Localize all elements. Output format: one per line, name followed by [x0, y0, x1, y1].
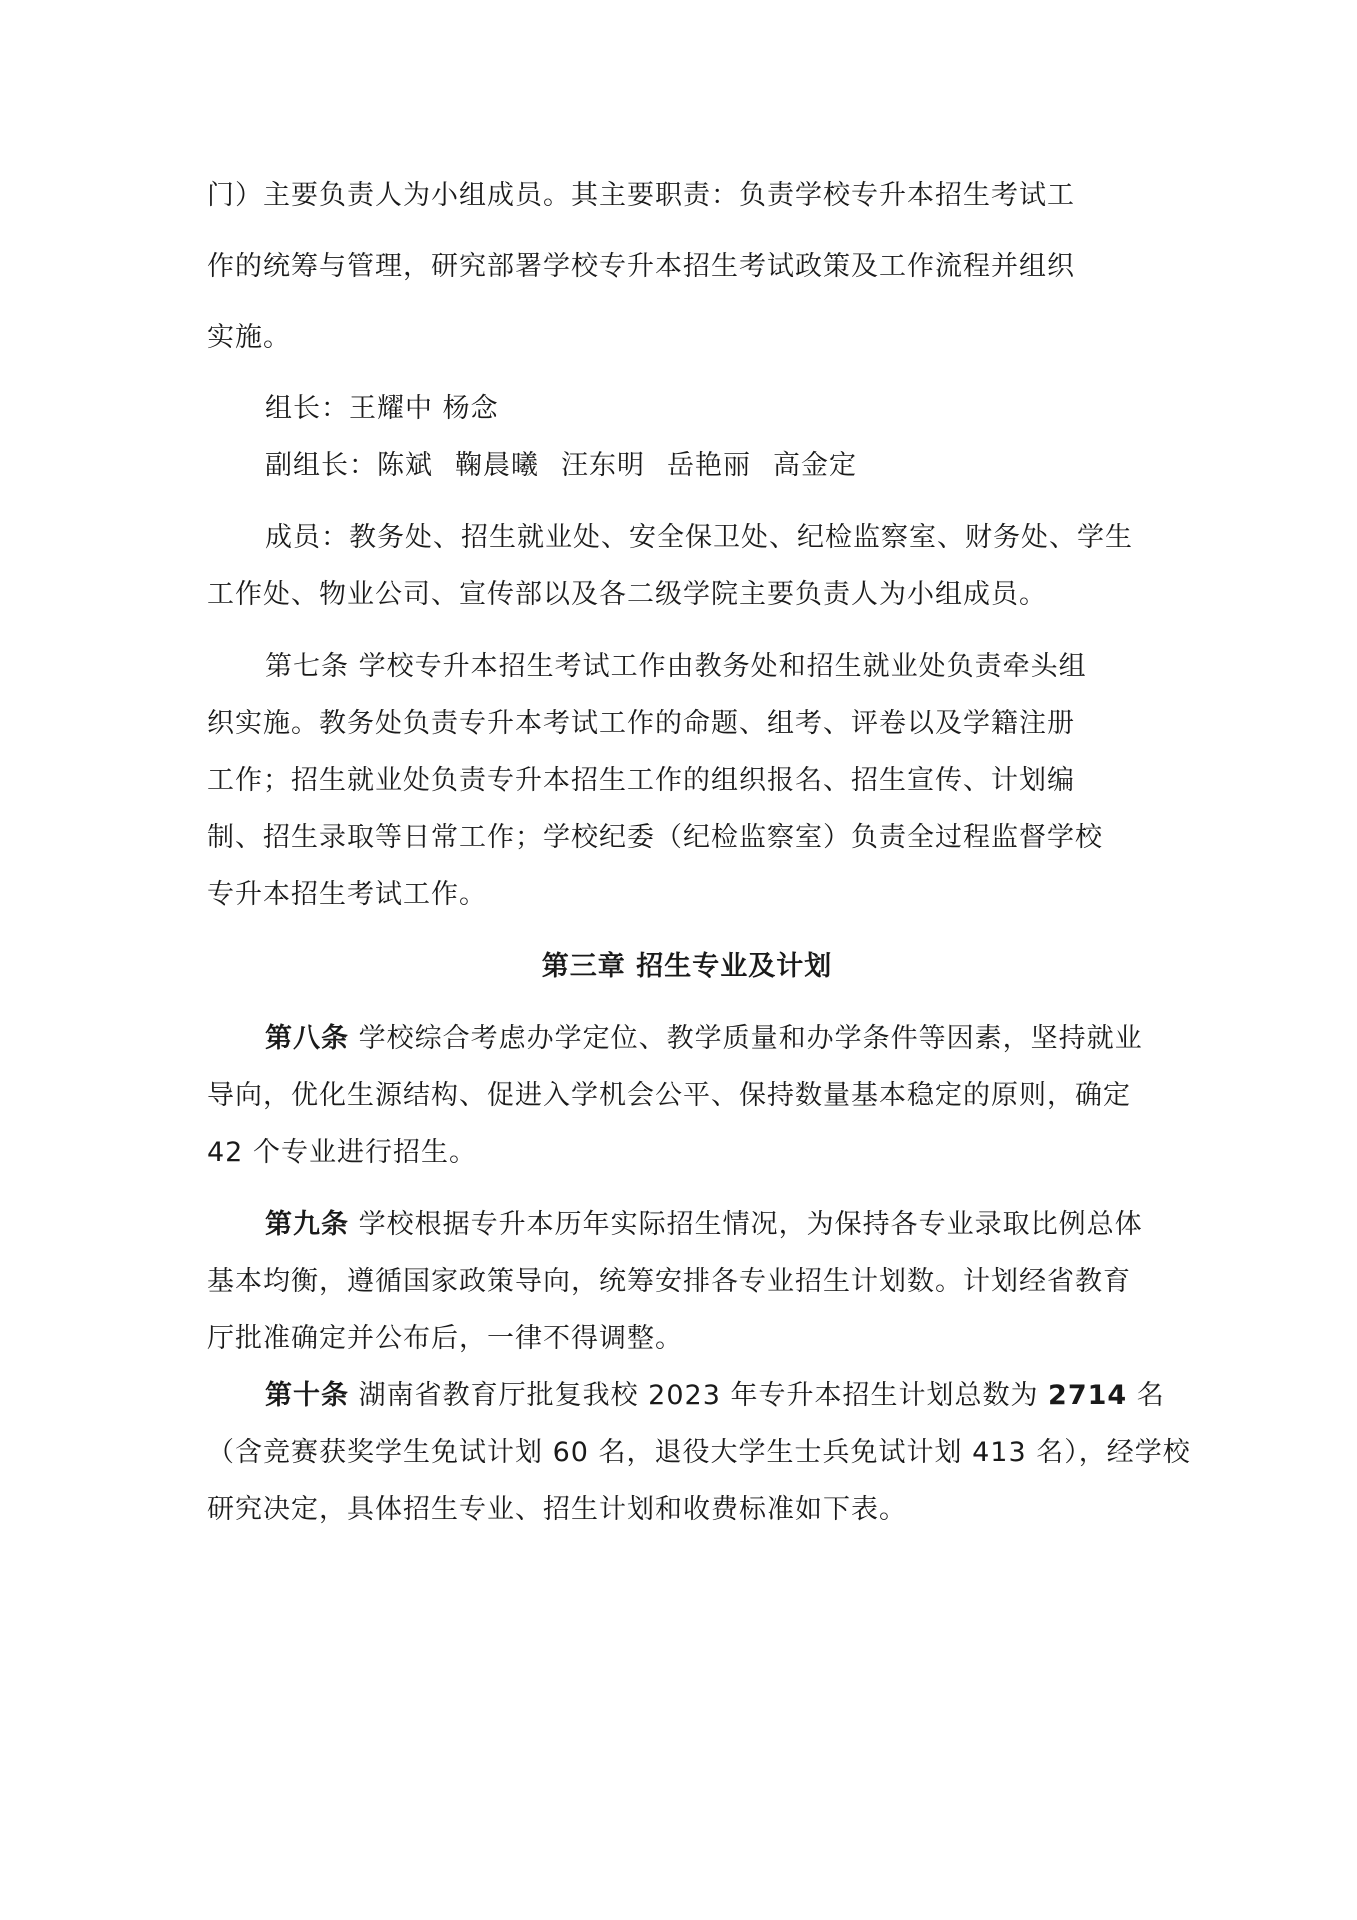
art8-text-1: 学校综合考虑办学定位、教学质量和办学条件等因素，坚持就业	[349, 1023, 1143, 1054]
art9-line-3: 厅批准确定并公布后，一律不得调整。	[207, 1323, 683, 1354]
leader-line	[207, 391, 1167, 427]
art10-line-1	[207, 1378, 1167, 1414]
deputy-name-4: 岳艳丽	[667, 450, 751, 481]
para-duties-line-2: 作的统筹与管理，研究部署学校专升本招生考试政策及工作流程并组织	[207, 251, 1075, 282]
members-label: 成员：	[265, 522, 349, 553]
members-line-2: 工作处、物业公司、宣传部以及各二级学院主要负责人为小组成员。	[207, 579, 1047, 610]
members-text-1: 教务处、招生就业处、安全保卫处、纪检监察室、财务处、学生	[349, 522, 1133, 553]
art10-text-1a: 湖南省教育厅批复我校 2023 年专升本招生计划总数为	[349, 1380, 1049, 1411]
para-duties-line-1: 门）主要负责人为小组成员。其主要职责：负责学校专升本招生考试工	[207, 180, 1075, 211]
art7-line-3: 工作；招生就业处负责专升本招生工作的组织报名、招生宣传、计划编	[207, 765, 1075, 796]
art8-line-1	[207, 1021, 1167, 1057]
art9-text-1: 学校根据专升本历年实际招生情况，为保持各专业录取比例总体	[349, 1209, 1143, 1240]
art10-total: 2714	[1048, 1380, 1128, 1411]
art7-line-5: 专升本招生考试工作。	[207, 879, 487, 910]
leader-names: 王耀中 杨念	[349, 393, 499, 424]
art10-line-3: 研究决定，具体招生专业、招生计划和收费标准如下表。	[207, 1494, 907, 1525]
deputy-line	[207, 448, 1167, 484]
art9-line-1	[207, 1207, 1167, 1243]
deputy-name-2: 鞠晨曦	[455, 450, 539, 481]
art10-label: 第十条	[265, 1380, 349, 1411]
document-body	[207, 178, 1191, 1528]
art7-line-2: 织实施。教务处负责专升本考试工作的命题、组考、评卷以及学籍注册	[207, 708, 1075, 739]
art9-line-2: 基本均衡，遵循国家政策导向，统筹安排各专业招生计划数。计划经省教育	[207, 1266, 1131, 1297]
art8-label: 第八条	[265, 1023, 349, 1054]
deputy-name-1: 陈斌	[377, 450, 433, 481]
deputy-name-3: 汪东明	[561, 450, 645, 481]
art10-text-1c: 名	[1127, 1380, 1165, 1411]
art7-line-4: 制、招生录取等日常工作；学校纪委（纪检监察室）负责全过程监督学校	[207, 822, 1103, 853]
leader-label: 组长：	[265, 393, 349, 424]
deputy-label: 副组长：	[265, 450, 377, 481]
art8-line-3: 42 个专业进行招生。	[207, 1137, 477, 1168]
members-line-1	[207, 520, 1167, 556]
art7-line-1: 第七条 学校专升本招生考试工作由教务处和招生就业处负责牵头组	[265, 651, 1087, 682]
art8-line-2: 导向，优化生源结构、促进入学机会公平、保持数量基本稳定的原则，确定	[207, 1080, 1131, 1111]
deputy-name-5: 高金定	[773, 450, 857, 481]
art10-line-2: （含竞赛获奖学生免试计划 60 名，退役大学生士兵免试计划 413 名），经学校	[207, 1437, 1191, 1468]
para-duties-line-3: 实施。	[207, 322, 291, 353]
art9-label: 第九条	[265, 1209, 349, 1240]
chapter-heading: 第三章 招生专业及计划	[541, 951, 833, 982]
